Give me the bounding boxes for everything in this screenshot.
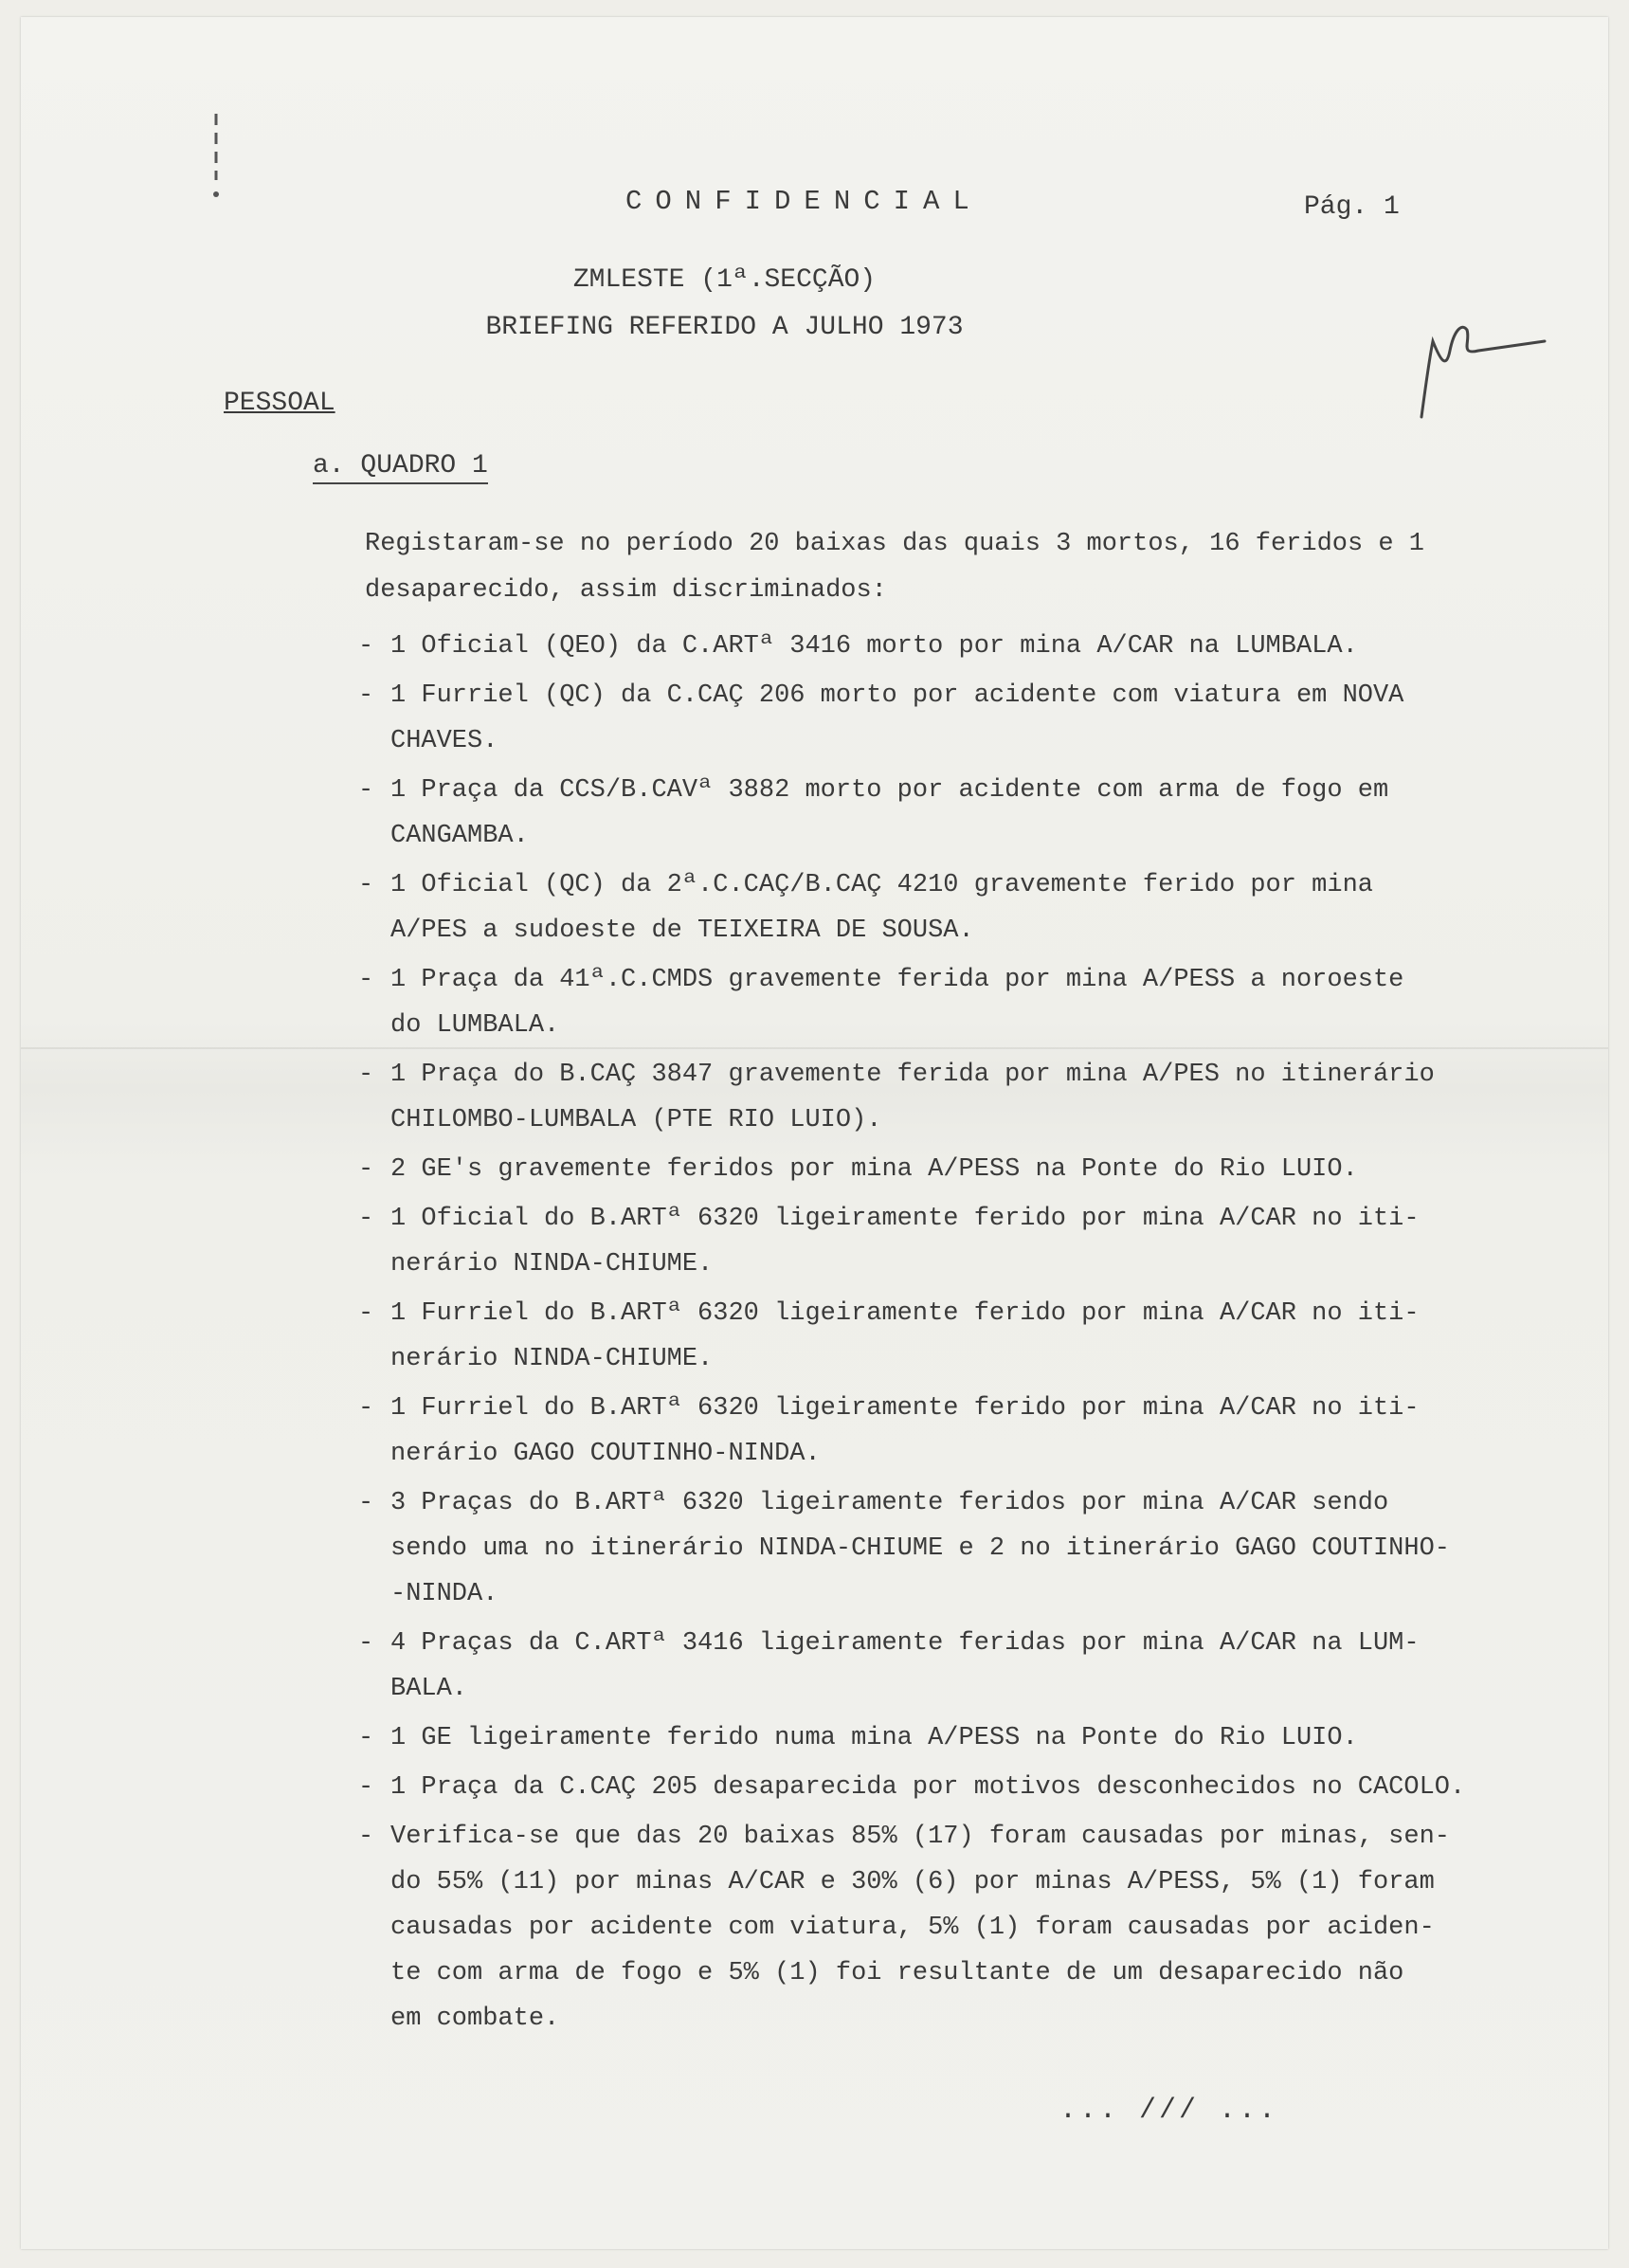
bullet-dash: -: [358, 966, 374, 994]
list-item-line: 1 GE ligeiramente ferido numa mina A/PESS na Ponte do Rio LUIO.: [390, 1724, 1358, 1752]
list-item-line: CHAVES.: [390, 727, 498, 755]
list-item-line: 3 Praças do B.ARTª 6320 ligeiramente feridos por mina A/CAR sendo: [390, 1489, 1389, 1517]
list-item-line: 1 Praça da 41ª.C.CMDS gravemente ferida por mina A/PESS a noroeste: [390, 966, 1404, 994]
intro-line: Registaram-se no período 20 baixas das quais 3 mortos, 16 feridos e 1: [365, 530, 1424, 558]
bullet-dash: -: [358, 1489, 374, 1517]
list-item-line: do LUMBALA.: [390, 1011, 560, 1040]
bullet-dash: -: [358, 632, 374, 661]
list-item-line: nerário GAGO COUTINHO-NINDA.: [390, 1440, 821, 1468]
list-item-line: A/PES a sudoeste de TEIXEIRA DE SOUSA.: [390, 916, 974, 945]
section-title: PESSOAL: [224, 389, 335, 418]
bullet-dash: -: [358, 1205, 374, 1233]
bullet-dash: -: [358, 1823, 374, 1851]
list-item-line: 1 Furriel (QC) da C.CAÇ 206 morto por acidente com viatura em NOVA: [390, 681, 1404, 710]
subsection-title: a. QUADRO 1: [313, 451, 488, 484]
list-item: [358, 1147, 1590, 1192]
list-item-line: causadas por acidente com viatura, 5% (1) foram causadas por aciden-: [390, 1914, 1435, 1942]
list-item-line: -NINDA.: [390, 1580, 498, 1608]
list-item-line: 1 Oficial (QEO) da C.ARTª 3416 morto por mina A/CAR na LUMBALA.: [390, 632, 1358, 661]
bullet-dash: -: [358, 681, 374, 710]
casualty-list: [358, 624, 1590, 2045]
list-item: [358, 1715, 1590, 1761]
list-item: [358, 673, 1590, 764]
list-item-line: 1 Oficial do B.ARTª 6320 ligeiramente ferido por mina A/CAR no iti-: [390, 1205, 1420, 1233]
list-item: [358, 1052, 1590, 1143]
bullet-dash: -: [358, 1394, 374, 1423]
continuation-mark: ... /// ...: [1059, 2095, 1279, 2127]
list-item-line: 4 Praças da C.ARTª 3416 ligeiramente feridas por mina A/CAR na LUM-: [390, 1629, 1420, 1658]
list-item-line: nerário NINDA-CHIUME.: [390, 1345, 714, 1373]
list-item-line: sendo uma no itinerário NINDA-CHIUME e 2 no itinerário GAGO COUTINHO-: [390, 1534, 1450, 1563]
list-item-line: em combate.: [390, 2005, 560, 2033]
list-item-line: 1 Praça do B.CAÇ 3847 gravemente ferida por mina A/PES no itinerário: [390, 1061, 1435, 1089]
list-item-line: 1 Oficial (QC) da 2ª.C.CAÇ/B.CAÇ 4210 gravemente ferido por mina: [390, 871, 1373, 899]
list-item-line: BALA.: [390, 1675, 468, 1703]
list-item: [358, 1621, 1590, 1712]
bullet-dash: -: [358, 1299, 374, 1328]
list-item-line: te com arma de fogo e 5% (1) foi resultante de um desaparecido não: [390, 1959, 1404, 1987]
list-item: [358, 862, 1590, 953]
bullet-dash: -: [358, 1155, 374, 1184]
list-item: [358, 624, 1590, 669]
bullet-dash: -: [358, 1061, 374, 1089]
bullet-dash: -: [358, 1773, 374, 1802]
bullet-dash: -: [358, 1724, 374, 1752]
bullet-dash: -: [358, 1629, 374, 1658]
list-item-line: 1 Furriel do B.ARTª 6320 ligeiramente ferido por mina A/CAR no iti-: [390, 1394, 1420, 1423]
list-item-line: CANGAMBA.: [390, 822, 529, 850]
list-item-line: 1 Praça da CCS/B.CAVª 3882 morto por acidente com arma de fogo em: [390, 776, 1389, 805]
page-number: Pág. 1: [1304, 192, 1400, 222]
intro-line: desaparecido, assim discriminados:: [365, 576, 887, 605]
list-item: [358, 1480, 1590, 1617]
list-item: [358, 1765, 1590, 1810]
list-item: [358, 1291, 1590, 1382]
list-item: [358, 768, 1590, 859]
list-item-line: 1 Furriel do B.ARTª 6320 ligeiramente ferido por mina A/CAR no iti-: [390, 1299, 1420, 1328]
list-item-line: 1 Praça da C.CAÇ 205 desaparecida por motivos desconhecidos no CACOLO.: [390, 1773, 1466, 1802]
list-item-line: do 55% (11) por minas A/CAR e 30% (6) por minas A/PESS, 5% (1) foram: [390, 1868, 1435, 1896]
list-item-line: Verifica-se que das 20 baixas 85% (17) foram causadas por minas, sen-: [390, 1823, 1450, 1851]
briefing-heading: BRIEFING REFERIDO A JULHO 1973: [485, 313, 964, 342]
bullet-dash: -: [358, 871, 374, 899]
list-item: [358, 1814, 1590, 2041]
list-item-line: nerário NINDA-CHIUME.: [390, 1250, 714, 1279]
handwritten-initials: [1412, 303, 1554, 426]
bullet-dash: -: [358, 776, 374, 805]
list-item-line: CHILOMBO-LUMBALA (PTE RIO LUIO).: [390, 1106, 882, 1134]
list-item: [358, 957, 1590, 1048]
list-item: [358, 1386, 1590, 1477]
punch-hole-mark: [207, 104, 226, 209]
classification-heading: CONFIDENCIAL: [625, 186, 983, 217]
list-item-line: 2 GE's gravemente feridos por mina A/PESS na Ponte do Rio LUIO.: [390, 1155, 1358, 1184]
list-item: [358, 1196, 1590, 1287]
unit-heading: ZMLESTE (1ª.SECÇÃO): [572, 265, 877, 295]
intro-paragraph: [365, 521, 1587, 614]
